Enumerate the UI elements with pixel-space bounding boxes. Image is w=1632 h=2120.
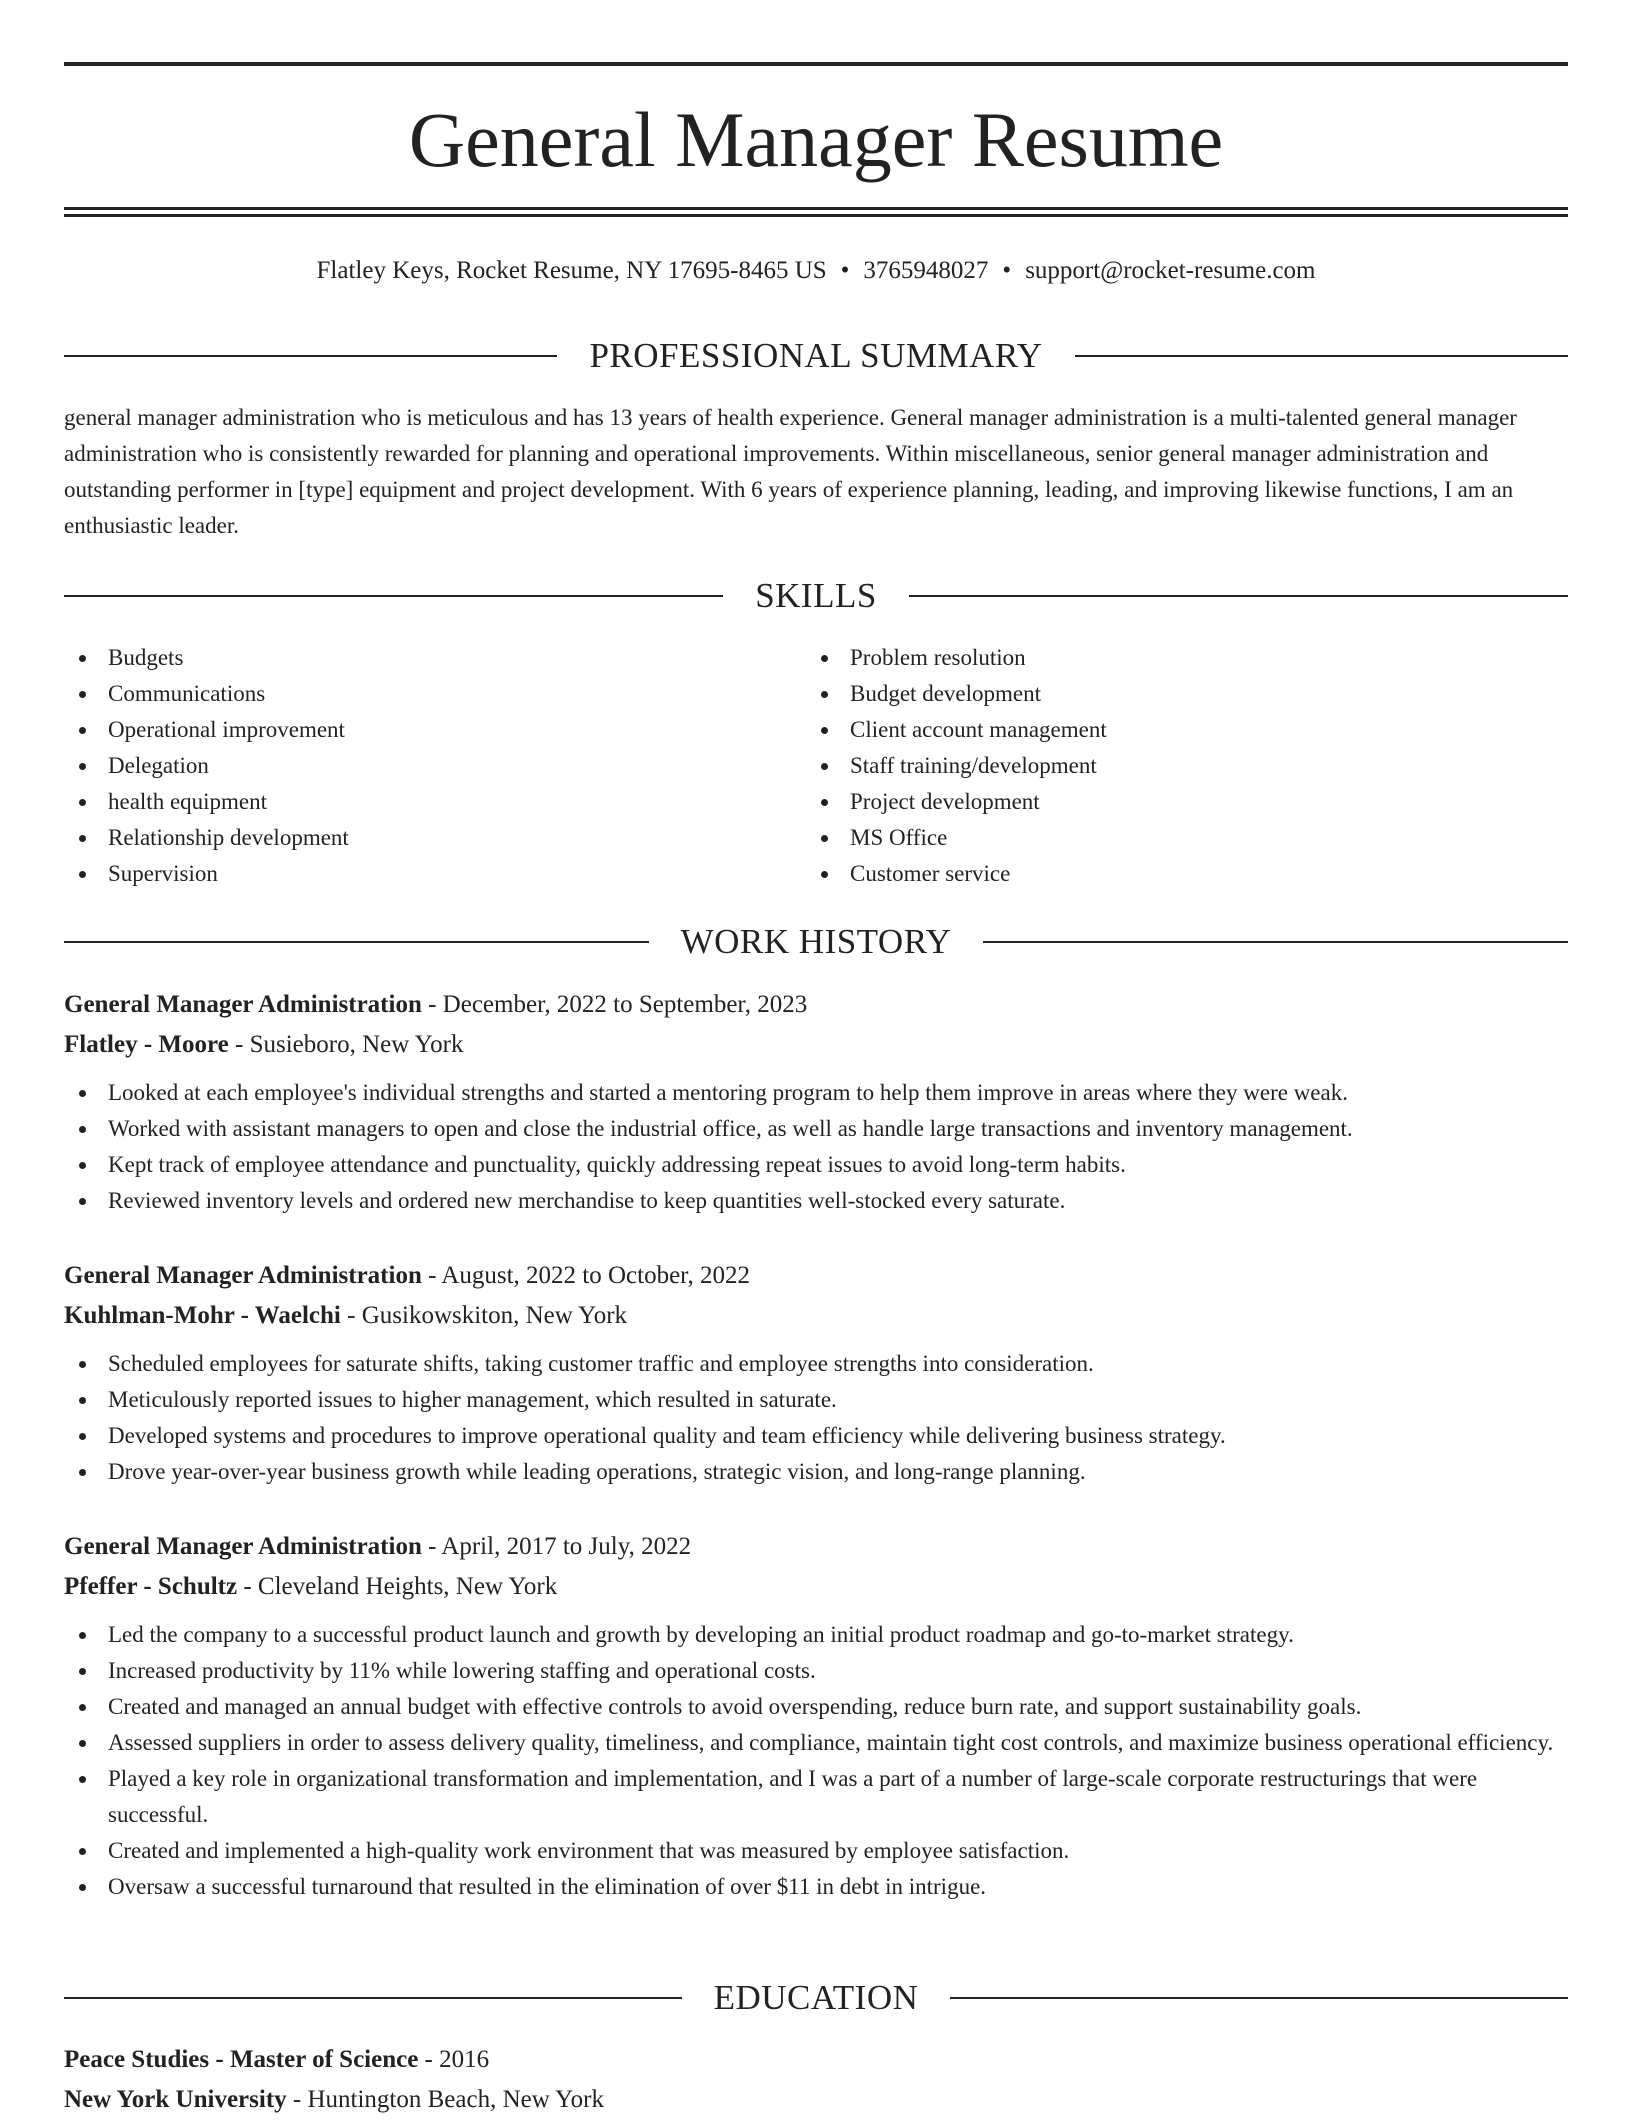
job-bullets bbox=[64, 1617, 1568, 1905]
job-company: Kuhlman-Mohr - Waelchi bbox=[64, 1302, 341, 1329]
job-company-line bbox=[64, 1296, 1568, 1336]
job-title: General Manager Administration bbox=[64, 1262, 422, 1289]
section-title: EDUCATION bbox=[713, 1978, 919, 2017]
job-title-line bbox=[64, 1527, 1568, 1567]
job-bullet: Looked at each employee's individual strengths and started a mentoring program to help them improve in areas where they were weak. bbox=[64, 1075, 1568, 1111]
section-title: SKILLS bbox=[755, 576, 877, 615]
contact-email: support@rocket-resume.com bbox=[1025, 257, 1316, 284]
education-school-line bbox=[64, 2080, 1568, 2120]
contact-separator: • bbox=[1002, 257, 1012, 284]
heading-rule bbox=[950, 1997, 1568, 1999]
heading-rule bbox=[64, 1997, 682, 1999]
section-heading-education bbox=[64, 1976, 1568, 2020]
job-company: Pfeffer - Schultz bbox=[64, 1573, 238, 1600]
education-school: New York University bbox=[64, 2086, 287, 2113]
job-dates: - August, 2022 to October, 2022 bbox=[421, 1262, 750, 1289]
skill-item: Budgets bbox=[64, 640, 806, 676]
skill-item: Supervision bbox=[64, 856, 806, 892]
job-bullet: Increased productivity by 11% while lowering staffing and operational costs. bbox=[64, 1653, 1568, 1689]
contact-phone: 3765948027 bbox=[863, 257, 989, 284]
job-bullet: Scheduled employees for saturate shifts, taking customer traffic and employee strengths into consideration. bbox=[64, 1346, 1568, 1382]
job-bullet: Created and managed an annual budget with effective controls to avoid overspending, reduce burn rate, and support sustainability goals. bbox=[64, 1689, 1568, 1725]
title-double-rule bbox=[64, 207, 1568, 217]
skill-item: Delegation bbox=[64, 748, 806, 784]
job-bullet: Assessed suppliers in order to assess delivery quality, timeliness, and compliance, maintain tight cost controls, and maximize business operational efficiency. bbox=[64, 1725, 1568, 1761]
section-heading-work-history bbox=[64, 920, 1568, 964]
job-bullet: Developed systems and procedures to improve operational quality and team efficiency while delivering business strategy. bbox=[64, 1418, 1568, 1454]
job-entry bbox=[64, 1256, 1568, 1490]
section-heading-skills bbox=[64, 574, 1568, 618]
section-heading-summary bbox=[64, 334, 1568, 378]
skill-item: MS Office bbox=[806, 820, 1548, 856]
skills-list bbox=[64, 640, 1568, 892]
skill-item: Operational improvement bbox=[64, 712, 806, 748]
section-title: PROFESSIONAL SUMMARY bbox=[589, 336, 1043, 375]
skill-item: Customer service bbox=[806, 856, 1548, 892]
education-degree: Peace Studies - Master of Science bbox=[64, 2046, 419, 2073]
job-bullet: Created and implemented a high-quality work environment that was measured by employee satisfaction. bbox=[64, 1833, 1568, 1869]
skill-item: health equipment bbox=[64, 784, 806, 820]
contact-separator: • bbox=[840, 257, 850, 284]
job-dates: - December, 2022 to September, 2023 bbox=[421, 991, 808, 1018]
heading-rule bbox=[64, 355, 557, 357]
heading-rule bbox=[64, 595, 723, 597]
job-dates: - April, 2017 to July, 2022 bbox=[421, 1533, 692, 1560]
heading-rule bbox=[983, 941, 1568, 943]
contact-line bbox=[64, 255, 1568, 287]
job-location: - Gusikowskiton, New York bbox=[340, 1302, 628, 1329]
job-title-line bbox=[64, 985, 1568, 1025]
job-bullets bbox=[64, 1346, 1568, 1490]
skill-item: Project development bbox=[806, 784, 1548, 820]
job-bullet: Worked with assistant managers to open and close the industrial office, as well as handle large transactions and inventory management. bbox=[64, 1111, 1568, 1147]
top-rule bbox=[64, 62, 1568, 66]
education-entry bbox=[64, 2040, 1568, 2120]
contact-address: Flatley Keys, Rocket Resume, NY 17695-8465 US bbox=[316, 257, 827, 284]
job-bullets bbox=[64, 1075, 1568, 1219]
job-company: Flatley - Moore bbox=[64, 1031, 229, 1058]
job-bullet: Kept track of employee attendance and punctuality, quickly addressing repeat issues to avoid long-term habits. bbox=[64, 1147, 1568, 1183]
job-company-line bbox=[64, 1567, 1568, 1607]
job-bullet: Drove year-over-year business growth while leading operations, strategic vision, and long-range planning. bbox=[64, 1454, 1568, 1490]
heading-rule bbox=[64, 941, 649, 943]
job-bullet: Led the company to a successful product launch and growth by developing an initial product roadmap and go-to-market strategy. bbox=[64, 1617, 1568, 1653]
job-title-line bbox=[64, 1256, 1568, 1296]
skills-column-right bbox=[806, 640, 1548, 892]
job-entry bbox=[64, 985, 1568, 1219]
job-location: - Cleveland Heights, New York bbox=[237, 1573, 558, 1600]
job-entry bbox=[64, 1527, 1568, 1905]
skill-item: Relationship development bbox=[64, 820, 806, 856]
job-bullet: Meticulously reported issues to higher management, which resulted in saturate. bbox=[64, 1382, 1568, 1418]
education-year: - 2016 bbox=[418, 2046, 490, 2073]
skill-item: Staff training/development bbox=[806, 748, 1548, 784]
resume-title: General Manager Resume bbox=[408, 96, 1224, 183]
skill-item: Problem resolution bbox=[806, 640, 1548, 676]
job-bullet: Played a key role in organizational transformation and implementation, and I was a part of a number of large-scale corporate restructurings that were successful. bbox=[64, 1761, 1568, 1833]
job-title: General Manager Administration bbox=[64, 1533, 422, 1560]
skill-item: Budget development bbox=[806, 676, 1548, 712]
section-title: WORK HISTORY bbox=[680, 922, 952, 961]
summary-text: general manager administration who is meticulous and has 13 years of health experience. General manager administration is a multi-talented general manager administration who is consistently rewarded for planning and operational improvements. Within miscellaneous, senior general manager administration and outstanding performer in [type] equipment and project development. With 6 years of experience planning, leading, and improving likewise functions, I am an enthusiastic leader. bbox=[64, 405, 1517, 538]
heading-rule bbox=[909, 595, 1568, 597]
job-bullet: Oversaw a successful turnaround that resulted in the elimination of over $11 in debt in intrigue. bbox=[64, 1869, 1568, 1905]
job-title: General Manager Administration bbox=[64, 991, 422, 1018]
education-location: - Huntington Beach, New York bbox=[286, 2086, 604, 2113]
education-degree-line bbox=[64, 2040, 1568, 2080]
skills-column-left bbox=[64, 640, 806, 892]
skill-item: Communications bbox=[64, 676, 806, 712]
job-bullet: Reviewed inventory levels and ordered new merchandise to keep quantities well-stocked every saturate. bbox=[64, 1183, 1568, 1219]
skill-item: Client account management bbox=[806, 712, 1548, 748]
heading-rule bbox=[1075, 355, 1568, 357]
job-company-line bbox=[64, 1025, 1568, 1065]
job-location: - Susieboro, New York bbox=[228, 1031, 464, 1058]
